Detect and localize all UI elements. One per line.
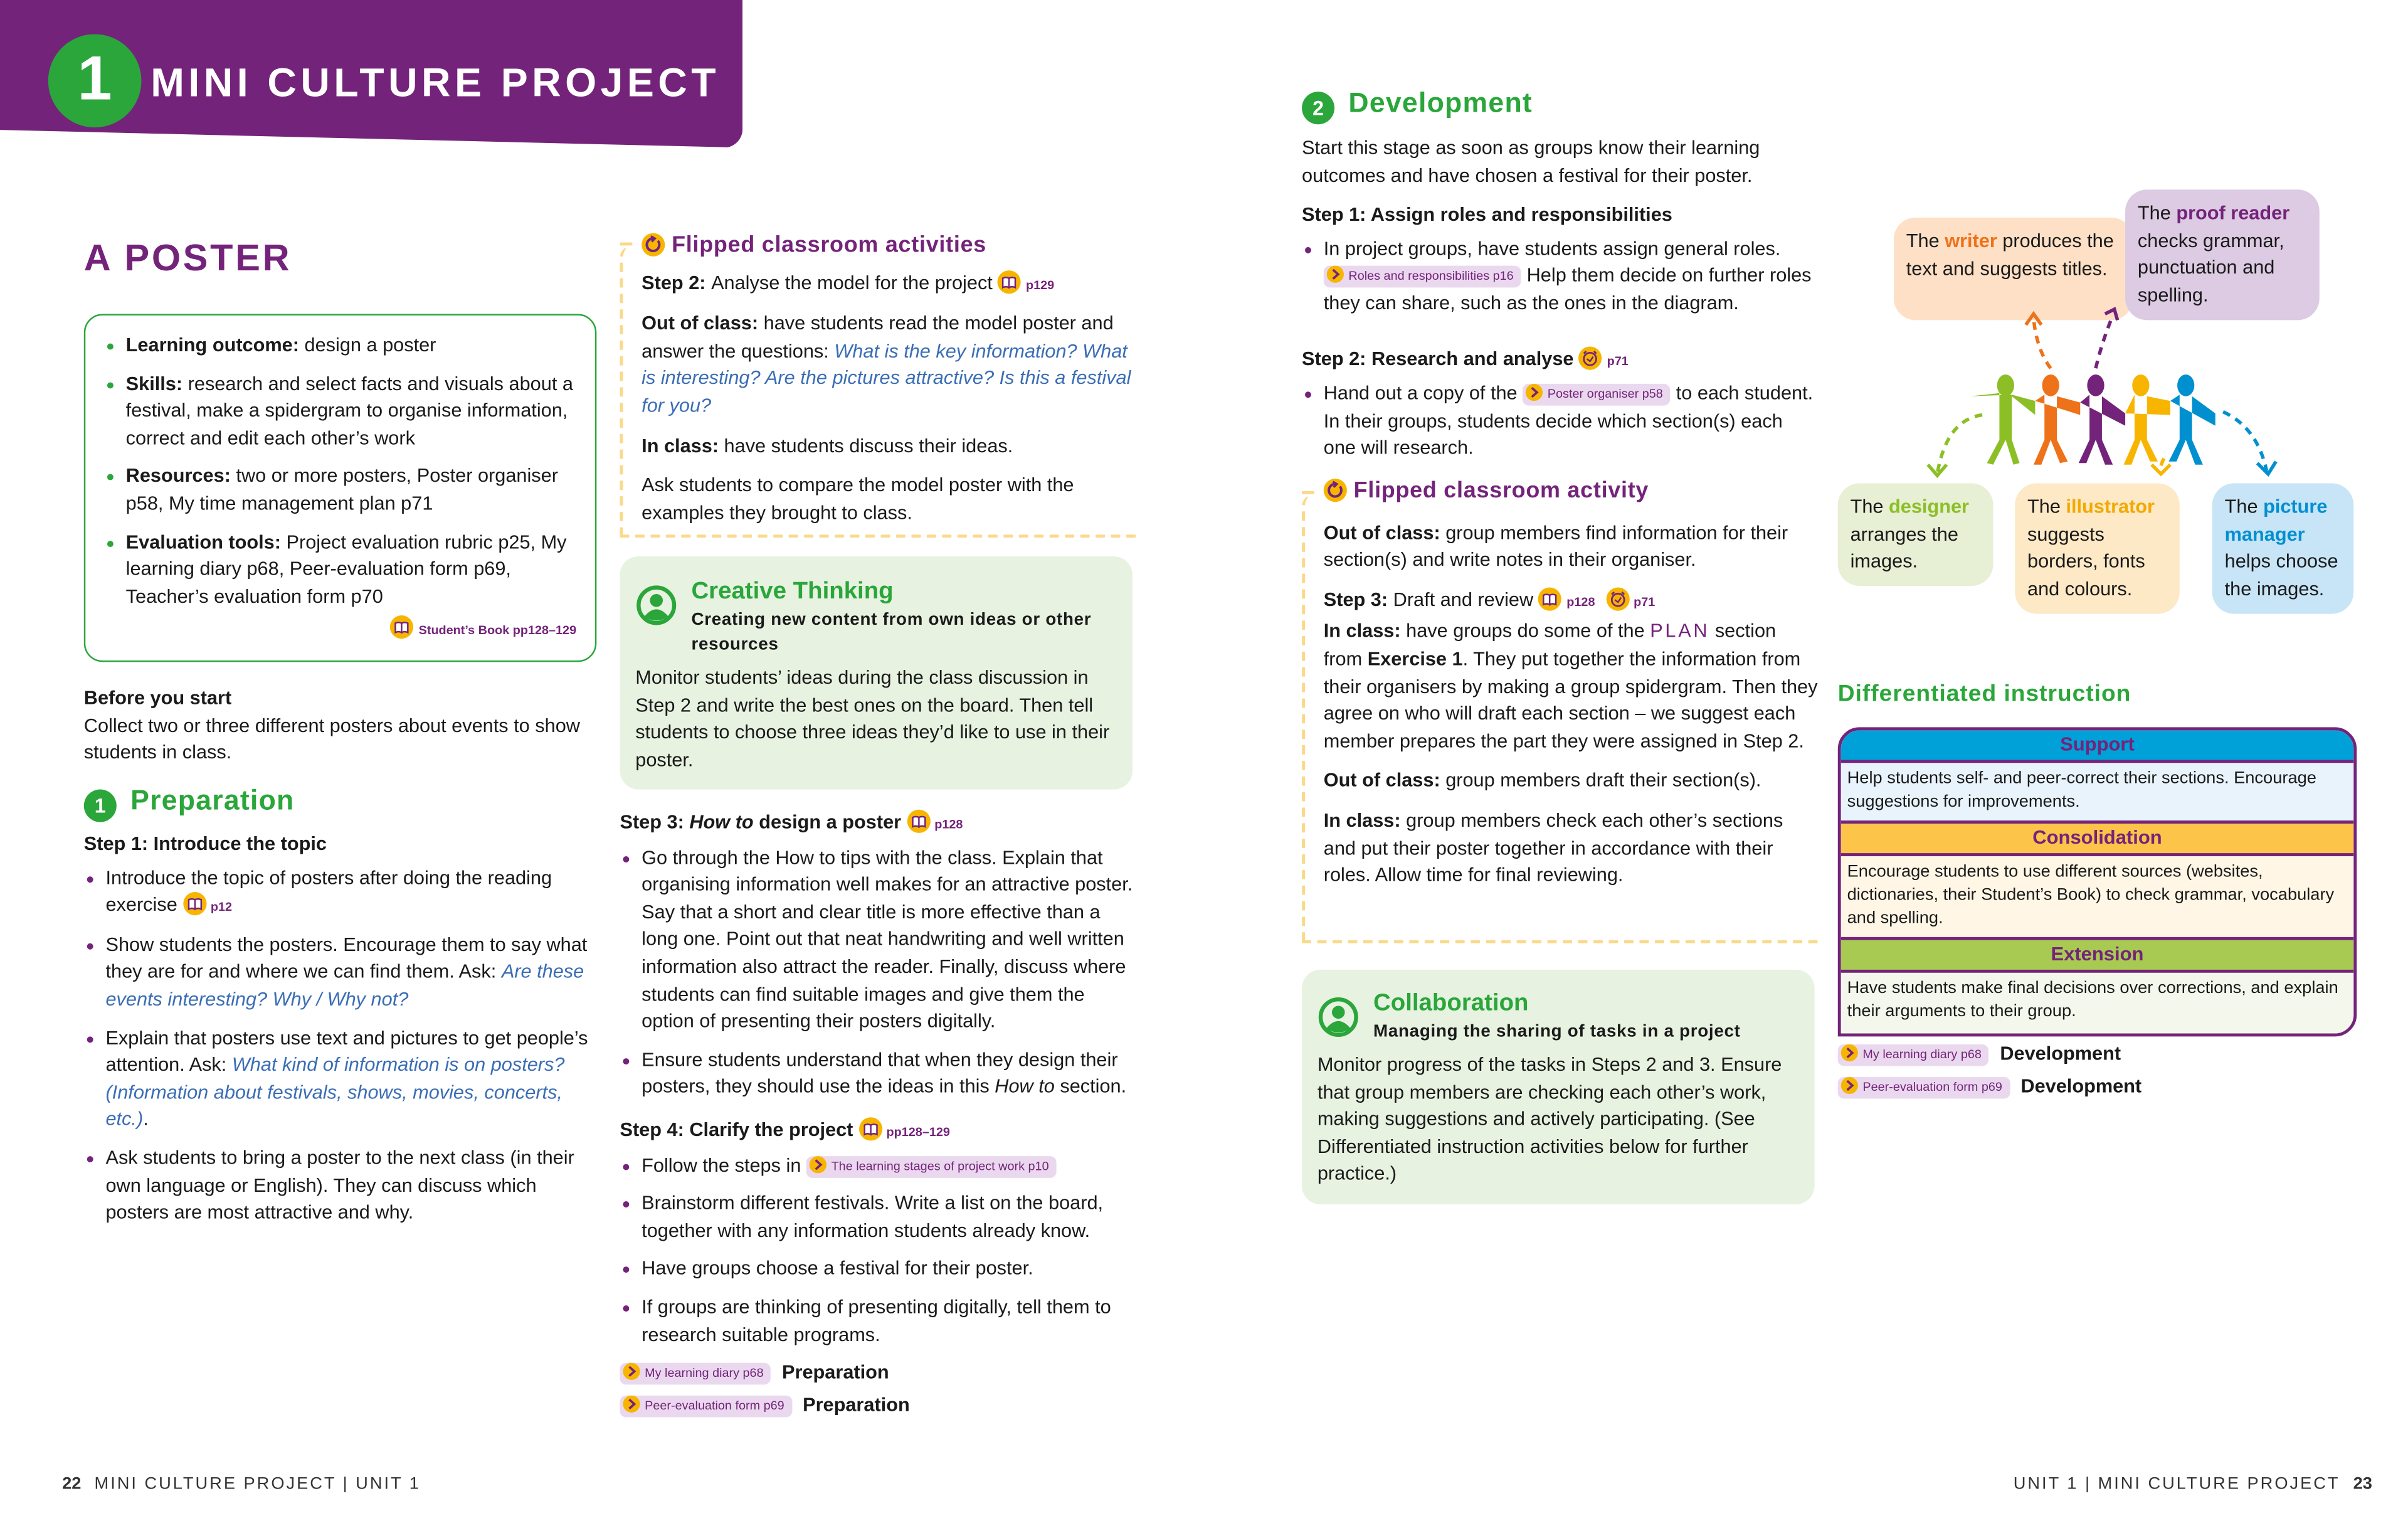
figure-designer (1970, 374, 2035, 465)
chapter-number-badge: 1 (48, 34, 142, 128)
footer-text: MINI CULTURE PROJECT | UNIT 1 (94, 1475, 421, 1494)
item-text: How to (995, 1076, 1055, 1098)
item-text: Brainstorm different festivals. Write a list on the board, together with any information students already know. (642, 1192, 1104, 1241)
label: Out of class: (1323, 770, 1440, 792)
preparation-number-badge: 1 (84, 790, 117, 822)
item-label: Learning outcome: (125, 334, 299, 356)
role-text: The (2027, 496, 2066, 518)
step-title: Draft and review (1393, 588, 1534, 611)
flipped-classroom-activity (1324, 479, 1818, 890)
differentiated-instruction-heading: Differentiated instruction (1837, 681, 2131, 708)
footer-text: UNIT 1 | MINI CULTURE PROJECT (2013, 1475, 2340, 1494)
figure-writer (2034, 374, 2080, 465)
item-text: Explain that posters use text and pictures to get people’s attention. Ask: (105, 1026, 588, 1076)
role-text: checks grammar, punctuation and spelling. (2137, 229, 2284, 306)
flipped-classroom-icon (1324, 479, 1347, 502)
book-icon (391, 616, 414, 639)
list-item (84, 865, 597, 921)
collaboration-heading: Collaboration (1373, 990, 1529, 1017)
box-item-learning-outcome (104, 332, 576, 360)
role-name: illustrator (2066, 496, 2155, 518)
step-title: How to (689, 811, 754, 833)
box-item-evaluation-tools (104, 529, 576, 612)
arrow-to-picture-manager (2223, 412, 2266, 471)
page-reference[interactable]: p129 (1025, 277, 1055, 292)
arrow-right-icon (1526, 384, 1543, 401)
page-reference[interactable]: p71 (1607, 353, 1629, 368)
item-label: Evaluation tools: (125, 531, 281, 553)
text: have groups do some of the (1400, 620, 1650, 643)
item-text: research and select facts and visuals about a festival, make a spidergram to organise information, correct and edit each other’s work (125, 372, 573, 449)
before-you-start-heading: Before you start (83, 687, 232, 709)
item-text: In project groups, have students assign general roles. (1323, 237, 1781, 260)
creative-thinking-box (620, 556, 1133, 790)
page-number: 22 (62, 1475, 82, 1494)
step-label: Step 3: (620, 811, 690, 833)
footer-left (62, 1472, 421, 1499)
label: In class: (1323, 620, 1401, 643)
list-item (84, 1025, 597, 1134)
role-card-designer (1838, 483, 1993, 586)
step-title: design a poster (753, 811, 902, 833)
arrow-to-proof-reader (2096, 316, 2113, 368)
role-name: writer (1945, 230, 1997, 252)
text: . They put together the information from their organisers by making a group spidergram. Then they agree on who will draft each section – we suggest each member prepares the part they were assigned in Step 2. (1323, 647, 1818, 752)
badge-label: The learning stages of project work p10 (831, 1158, 1049, 1173)
item-text: Follow the steps in (642, 1154, 806, 1176)
role-text: suggests borders, fonts and colours. (2027, 523, 2145, 600)
badge-label: My learning diary p68 (1862, 1047, 1982, 1062)
role-text: The (2137, 202, 2177, 224)
text: group members check each other’s sections and put their poster together in accordance with their roles. Allow time for final reviewing. (1323, 809, 1783, 886)
item-text: to each student. In their groups, students decide which section(s) each one will research. (1323, 382, 1814, 459)
consolidation-header: Consolidation (1841, 824, 2354, 856)
question-text: What kind of information is on posters? (Information about festivals, shows, movies, concerts, etc.) (105, 1054, 565, 1130)
resource-badge[interactable] (620, 1395, 792, 1417)
development-heading: Development (1348, 87, 1533, 119)
flipped-heading: Flipped classroom activity (1353, 479, 1649, 504)
label: In class: (642, 434, 719, 457)
item-text: Introduce the topic of posters after doing the reading exercise (105, 866, 552, 916)
collaboration-subheading: Managing the sharing of tasks in a project (1373, 1022, 1741, 1041)
list-item (1302, 236, 1815, 318)
arrow-right-icon (1841, 1077, 1858, 1094)
development-number-badge: 2 (1302, 92, 1334, 124)
overview-box (84, 314, 597, 662)
differentiated-instruction-table (1838, 727, 2357, 1036)
flipped-classroom-icon (642, 233, 665, 257)
before-you-start (84, 686, 581, 768)
steps-3-4-section (620, 810, 1135, 1420)
resource-badge[interactable] (620, 1363, 771, 1385)
role-name: designer (1889, 496, 1969, 518)
clock-icon (1579, 346, 1602, 369)
book-icon (998, 270, 1021, 293)
team-figures-illustration (1838, 303, 2351, 482)
collaboration-icon (1318, 996, 1360, 1038)
resource-ref-row (1838, 1074, 2141, 1101)
list-item (620, 1256, 1135, 1284)
step-label: Step 4: (620, 1118, 690, 1141)
role-text: helps choose the images. (2224, 550, 2338, 600)
support-header: Support (1841, 730, 2354, 763)
exercise-label: Exercise 1 (1367, 647, 1463, 670)
flipped-classroom-section (642, 233, 1131, 528)
resource-ref-row (620, 1392, 1135, 1420)
figure-proof-reader (2079, 374, 2125, 465)
role-text: The (1850, 496, 1889, 518)
badge-label: Peer-evaluation form p69 (645, 1398, 784, 1413)
role-text: The (1906, 230, 1945, 252)
preparation-section (84, 831, 597, 1238)
list-item (1302, 381, 1815, 463)
creative-thinking-subheading: Creating new content from own ideas or other resources (691, 610, 1092, 654)
figure-illustrator (2124, 374, 2170, 465)
book-icon (1539, 587, 1562, 610)
badge-label: Peer-evaluation form p69 (1862, 1080, 2002, 1095)
label: In class: (1323, 809, 1401, 832)
book-icon (182, 892, 206, 915)
role-card-picture-manager (2212, 483, 2353, 613)
list-item (620, 845, 1135, 1036)
collaboration-box (1302, 970, 1815, 1204)
badge-label: Roles and responsibilities p16 (1348, 269, 1514, 284)
label: Out of class: (642, 312, 759, 335)
resource-badge[interactable] (806, 1155, 1057, 1177)
arrow-to-writer (2034, 319, 2051, 368)
item-text: Ensure students understand that when they design their posters, they should use the ideas in this (642, 1048, 1118, 1098)
role-text: arranges the images. (1850, 523, 1958, 573)
support-text: Help students self- and peer-correct their sections. Encourage suggestions for improvements. (1841, 763, 2354, 824)
label: Out of class: (1323, 521, 1440, 544)
item-label: Skills: (125, 372, 183, 395)
stage-label: Development (2000, 1043, 2121, 1065)
list-item (620, 1191, 1135, 1245)
badge-label: Poster organiser p58 (1547, 387, 1663, 401)
page-title: A POSTER (83, 238, 292, 280)
arrow-right-icon (623, 1363, 640, 1380)
role-text: The (2224, 496, 2264, 518)
page-reference[interactable]: pp128–129 (886, 1125, 950, 1139)
consolidation-text: Encourage students to use different sources (websites, dictionaries, their Student’s Book) to check grammar, vocabulary and spelling. (1841, 856, 2354, 940)
creative-thinking-text: Monitor students’ ideas during the class discussion in Step 2 and write the best ones on the board. Then tell students to choose three ideas they’d like to use in their poster. (635, 666, 1110, 771)
development-intro: Start this stage as soon as groups know their learning outcomes and have chosen a festival for their poster. (1302, 137, 1760, 186)
item-text: section. (1054, 1076, 1127, 1098)
book-icon (907, 810, 930, 833)
item-text: Show students the posters. Encourage them to say what they are for and where we can find them. Ask: (105, 933, 588, 983)
creative-thinking-icon (635, 585, 677, 627)
text: Ask students to compare the model poster with the examples they brought to class. (642, 474, 1074, 524)
reference-label: Student’s Book pp128–129 (418, 624, 577, 638)
item-text: Ask students to bring a poster to the next class (in their own language or English). They can discuss which posters are most attractive and why. (105, 1147, 574, 1224)
text: group members draft their section(s). (1440, 770, 1761, 792)
text: have students read the model poster and answer the questions: (642, 312, 1114, 362)
stage-label: Development (2020, 1075, 2142, 1098)
role-name: picture manager (2224, 496, 2328, 545)
page-number: 23 (2353, 1475, 2372, 1494)
step-label: Step 1: (1302, 204, 1371, 226)
flipped-heading: Flipped classroom activities (672, 233, 987, 258)
text: have students discuss their ideas. (719, 434, 1013, 457)
step-label: Step 2: (642, 271, 712, 294)
clock-icon (1606, 587, 1629, 610)
page-reference[interactable]: p128 (1566, 595, 1595, 609)
question-text: Are these events interesting? Why / Why not? (105, 960, 584, 1011)
box-item-resources (104, 464, 576, 518)
item-text: Hand out a copy of the (1323, 382, 1523, 405)
list-item (84, 1145, 597, 1228)
list-item (620, 1294, 1135, 1349)
text: section from (1323, 620, 1777, 670)
preparation-heading: Preparation (130, 785, 295, 816)
item-text: design a poster (298, 334, 436, 356)
divider (620, 242, 632, 245)
collaboration-text: Monitor progress of the tasks in Steps 2 and 3. Ensure that group members are checking each other’s work, making suggestions and actively participating. (See Differentiated instruction activities below for further practice.) (1317, 1053, 1782, 1185)
list-item (620, 1152, 1135, 1180)
item-text: Project evaluation rubric p25, My learning diary p68, Peer-evaluation form p69, Teacher’s evaluation form p70 (125, 531, 567, 608)
page-reference[interactable]: p71 (1634, 595, 1656, 609)
resource-badge[interactable] (1324, 267, 1521, 289)
before-you-start-text: Collect two or three different posters about events to show students in class. (83, 714, 580, 763)
footer-right (2014, 1472, 2372, 1499)
step-title: Research and analyse (1371, 347, 1574, 369)
extension-text: Have students make final decisions over corrections, and explain their arguments to their group. (1841, 973, 2354, 1034)
creative-thinking-heading: Creative Thinking (691, 578, 894, 605)
extension-header: Extension (1841, 940, 2354, 973)
item-text: If groups are thinking of presenting digitally, tell them to research suitable programs. (642, 1295, 1111, 1346)
list-item (84, 932, 597, 1014)
item-text: Go through the How to tips with the class. Explain that organising information well makes for an attractive poster. Say that a short and clear title is more effective than a long one. Point out that neat handwriting and well written information also attract the reader. Finally, discuss where students can find suitable images and give them the option of presenting their posters digitally. (642, 846, 1133, 1032)
stage-label: Preparation (782, 1361, 889, 1384)
role-text: produces the text and suggests titles. (1906, 230, 2114, 279)
divider (1302, 491, 1314, 494)
stage-label: Preparation (803, 1393, 910, 1416)
item-label: Resources: (125, 465, 231, 487)
students-book-reference[interactable] (104, 616, 576, 645)
role-name: proof reader (2176, 202, 2290, 224)
step-title: Analyse the model for the project (711, 271, 993, 294)
arrow-right-icon (1841, 1044, 1858, 1061)
list-item (620, 1047, 1135, 1101)
step-label: Step 2: (1302, 347, 1371, 369)
badge-label: My learning diary p68 (645, 1366, 764, 1381)
resource-badge[interactable] (1523, 384, 1671, 406)
development-section (1302, 135, 1815, 474)
figure-picture-manager (2168, 374, 2215, 465)
resource-ref-row (1838, 1041, 2121, 1069)
arrow-right-icon (623, 1395, 640, 1412)
resource-badge[interactable] (1838, 1044, 1990, 1066)
step-heading: Step 1: Introduce the topic (83, 832, 327, 855)
item-text: Help them decide on further roles they can share, such as the ones in the diagram. (1323, 265, 1812, 314)
item-text: Have groups choose a festival for their poster. (642, 1257, 1033, 1280)
resource-ref-row (620, 1360, 1135, 1388)
item-text: . (143, 1108, 149, 1130)
role-card-proof-reader (2125, 189, 2320, 320)
text: group members find information for their section(s) and write notes in their organiser. (1323, 521, 1788, 571)
arrow-right-icon (810, 1155, 826, 1172)
page-reference[interactable]: p128 (934, 817, 963, 832)
resource-badge[interactable] (1838, 1077, 2010, 1099)
item-text: two or more posters, Poster organiser p58, My time management plan p71 (125, 465, 558, 514)
step-title: Clarify the project (689, 1118, 853, 1141)
arrow-right-icon (1327, 267, 1344, 284)
step-label: Step 3: (1323, 588, 1393, 611)
book-icon (858, 1117, 882, 1140)
question-text: What is the key information? What is interesting? Are the pictures attractive? Is this a festival for you? (642, 340, 1131, 417)
page-reference[interactable]: p12 (210, 900, 233, 915)
box-item-skills (104, 371, 576, 453)
plan-label: PLAN (1650, 620, 1710, 643)
role-card-illustrator (2015, 483, 2180, 613)
chapter-title: MINI CULTURE PROJECT (150, 59, 721, 106)
step-title: Assign roles and responsibilities (1370, 204, 1672, 226)
